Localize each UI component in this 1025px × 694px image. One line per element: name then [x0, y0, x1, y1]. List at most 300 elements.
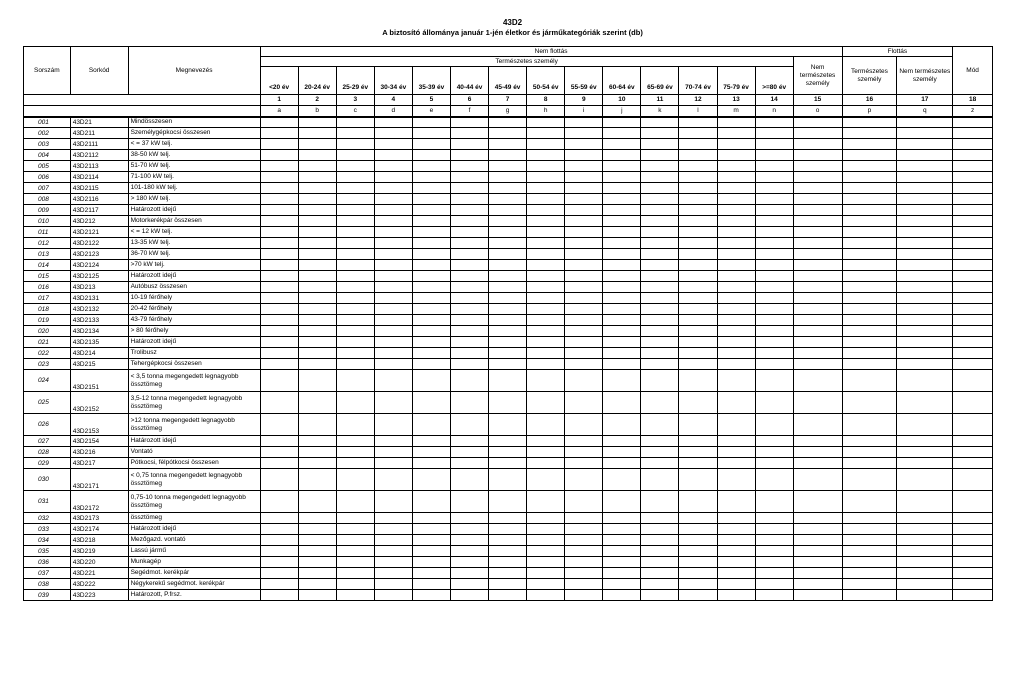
data-cell[interactable] [953, 139, 993, 150]
data-cell[interactable] [897, 238, 953, 249]
data-cell[interactable] [793, 348, 842, 359]
data-cell[interactable] [336, 447, 374, 458]
data-cell[interactable] [260, 304, 298, 315]
data-cell[interactable] [336, 579, 374, 590]
data-cell[interactable] [842, 436, 897, 447]
data-cell[interactable] [842, 161, 897, 172]
data-cell[interactable] [450, 579, 488, 590]
data-cell[interactable] [842, 194, 897, 205]
data-cell[interactable] [260, 458, 298, 469]
data-cell[interactable] [793, 524, 842, 535]
data-cell[interactable] [489, 183, 527, 194]
data-cell[interactable] [953, 535, 993, 546]
data-cell[interactable] [755, 359, 793, 370]
data-cell[interactable] [603, 271, 641, 282]
data-cell[interactable] [842, 557, 897, 568]
data-cell[interactable] [679, 370, 717, 392]
data-cell[interactable] [336, 469, 374, 491]
data-cell[interactable] [260, 216, 298, 227]
data-cell[interactable] [953, 524, 993, 535]
data-cell[interactable] [374, 139, 412, 150]
data-cell[interactable] [298, 260, 336, 271]
data-cell[interactable] [793, 469, 842, 491]
data-cell[interactable] [641, 370, 679, 392]
data-cell[interactable] [793, 293, 842, 304]
data-cell[interactable] [412, 370, 450, 392]
data-cell[interactable] [527, 590, 565, 601]
data-cell[interactable] [717, 260, 755, 271]
data-cell[interactable] [603, 326, 641, 337]
data-cell[interactable] [565, 249, 603, 260]
data-cell[interactable] [260, 469, 298, 491]
data-cell[interactable] [336, 513, 374, 524]
data-cell[interactable] [641, 326, 679, 337]
data-cell[interactable] [953, 337, 993, 348]
data-cell[interactable] [679, 183, 717, 194]
data-cell[interactable] [336, 557, 374, 568]
data-cell[interactable] [450, 139, 488, 150]
data-cell[interactable] [897, 535, 953, 546]
data-cell[interactable] [755, 557, 793, 568]
data-cell[interactable] [897, 128, 953, 139]
data-cell[interactable] [755, 161, 793, 172]
data-cell[interactable] [842, 469, 897, 491]
data-cell[interactable] [374, 315, 412, 326]
data-cell[interactable] [298, 161, 336, 172]
data-cell[interactable] [374, 216, 412, 227]
data-cell[interactable] [412, 205, 450, 216]
data-cell[interactable] [450, 458, 488, 469]
data-cell[interactable] [336, 315, 374, 326]
data-cell[interactable] [641, 183, 679, 194]
data-cell[interactable] [260, 337, 298, 348]
data-cell[interactable] [897, 458, 953, 469]
data-cell[interactable] [260, 392, 298, 414]
data-cell[interactable] [755, 524, 793, 535]
data-cell[interactable] [842, 579, 897, 590]
data-cell[interactable] [450, 348, 488, 359]
data-cell[interactable] [298, 117, 336, 128]
data-cell[interactable] [260, 139, 298, 150]
data-cell[interactable] [953, 282, 993, 293]
data-cell[interactable] [679, 271, 717, 282]
data-cell[interactable] [603, 392, 641, 414]
data-cell[interactable] [717, 249, 755, 260]
data-cell[interactable] [793, 326, 842, 337]
data-cell[interactable] [897, 392, 953, 414]
data-cell[interactable] [793, 260, 842, 271]
data-cell[interactable] [953, 205, 993, 216]
data-cell[interactable] [527, 359, 565, 370]
data-cell[interactable] [336, 392, 374, 414]
data-cell[interactable] [641, 579, 679, 590]
data-cell[interactable] [298, 513, 336, 524]
data-cell[interactable] [374, 458, 412, 469]
data-cell[interactable] [603, 557, 641, 568]
data-cell[interactable] [842, 271, 897, 282]
data-cell[interactable] [842, 535, 897, 546]
data-cell[interactable] [489, 194, 527, 205]
data-cell[interactable] [298, 293, 336, 304]
data-cell[interactable] [336, 568, 374, 579]
data-cell[interactable] [603, 337, 641, 348]
data-cell[interactable] [260, 414, 298, 436]
data-cell[interactable] [953, 348, 993, 359]
data-cell[interactable] [641, 216, 679, 227]
data-cell[interactable] [842, 491, 897, 513]
data-cell[interactable] [450, 271, 488, 282]
data-cell[interactable] [842, 348, 897, 359]
data-cell[interactable] [336, 337, 374, 348]
data-cell[interactable] [717, 436, 755, 447]
data-cell[interactable] [489, 359, 527, 370]
data-cell[interactable] [717, 172, 755, 183]
data-cell[interactable] [679, 304, 717, 315]
data-cell[interactable] [679, 249, 717, 260]
data-cell[interactable] [953, 183, 993, 194]
data-cell[interactable] [717, 282, 755, 293]
data-cell[interactable] [374, 205, 412, 216]
data-cell[interactable] [755, 579, 793, 590]
data-cell[interactable] [897, 271, 953, 282]
data-cell[interactable] [755, 568, 793, 579]
data-cell[interactable] [717, 469, 755, 491]
data-cell[interactable] [897, 117, 953, 128]
data-cell[interactable] [489, 513, 527, 524]
data-cell[interactable] [336, 535, 374, 546]
data-cell[interactable] [374, 491, 412, 513]
data-cell[interactable] [527, 579, 565, 590]
data-cell[interactable] [489, 579, 527, 590]
data-cell[interactable] [953, 579, 993, 590]
data-cell[interactable] [527, 304, 565, 315]
data-cell[interactable] [842, 172, 897, 183]
data-cell[interactable] [679, 447, 717, 458]
data-cell[interactable] [603, 359, 641, 370]
data-cell[interactable] [412, 117, 450, 128]
data-cell[interactable] [374, 535, 412, 546]
data-cell[interactable] [679, 535, 717, 546]
data-cell[interactable] [412, 458, 450, 469]
data-cell[interactable] [374, 172, 412, 183]
data-cell[interactable] [412, 326, 450, 337]
data-cell[interactable] [897, 414, 953, 436]
data-cell[interactable] [489, 172, 527, 183]
data-cell[interactable] [565, 337, 603, 348]
data-cell[interactable] [412, 227, 450, 238]
data-cell[interactable] [374, 337, 412, 348]
data-cell[interactable] [641, 304, 679, 315]
data-cell[interactable] [298, 216, 336, 227]
data-cell[interactable] [717, 568, 755, 579]
data-cell[interactable] [755, 249, 793, 260]
data-cell[interactable] [641, 392, 679, 414]
data-cell[interactable] [603, 469, 641, 491]
data-cell[interactable] [603, 249, 641, 260]
data-cell[interactable] [603, 458, 641, 469]
data-cell[interactable] [755, 216, 793, 227]
data-cell[interactable] [298, 183, 336, 194]
data-cell[interactable] [717, 458, 755, 469]
data-cell[interactable] [374, 271, 412, 282]
data-cell[interactable] [374, 590, 412, 601]
data-cell[interactable] [679, 568, 717, 579]
data-cell[interactable] [374, 469, 412, 491]
data-cell[interactable] [489, 315, 527, 326]
data-cell[interactable] [336, 172, 374, 183]
data-cell[interactable] [755, 315, 793, 326]
data-cell[interactable] [489, 546, 527, 557]
data-cell[interactable] [641, 271, 679, 282]
data-cell[interactable] [260, 128, 298, 139]
data-cell[interactable] [336, 271, 374, 282]
data-cell[interactable] [755, 491, 793, 513]
data-cell[interactable] [953, 293, 993, 304]
data-cell[interactable] [374, 304, 412, 315]
data-cell[interactable] [527, 227, 565, 238]
data-cell[interactable] [450, 491, 488, 513]
data-cell[interactable] [489, 447, 527, 458]
data-cell[interactable] [842, 458, 897, 469]
data-cell[interactable] [679, 205, 717, 216]
data-cell[interactable] [298, 535, 336, 546]
data-cell[interactable] [298, 370, 336, 392]
data-cell[interactable] [412, 194, 450, 205]
data-cell[interactable] [565, 491, 603, 513]
data-cell[interactable] [897, 183, 953, 194]
data-cell[interactable] [953, 590, 993, 601]
data-cell[interactable] [298, 579, 336, 590]
data-cell[interactable] [717, 150, 755, 161]
data-cell[interactable] [489, 524, 527, 535]
data-cell[interactable] [603, 524, 641, 535]
data-cell[interactable] [527, 282, 565, 293]
data-cell[interactable] [953, 216, 993, 227]
data-cell[interactable] [298, 359, 336, 370]
data-cell[interactable] [717, 326, 755, 337]
data-cell[interactable] [953, 458, 993, 469]
data-cell[interactable] [374, 161, 412, 172]
data-cell[interactable] [603, 568, 641, 579]
data-cell[interactable] [260, 513, 298, 524]
data-cell[interactable] [260, 370, 298, 392]
data-cell[interactable] [298, 436, 336, 447]
data-cell[interactable] [755, 447, 793, 458]
data-cell[interactable] [953, 161, 993, 172]
data-cell[interactable] [842, 128, 897, 139]
data-cell[interactable] [842, 139, 897, 150]
data-cell[interactable] [842, 238, 897, 249]
data-cell[interactable] [717, 524, 755, 535]
data-cell[interactable] [641, 469, 679, 491]
data-cell[interactable] [842, 337, 897, 348]
data-cell[interactable] [527, 205, 565, 216]
data-cell[interactable] [793, 304, 842, 315]
data-cell[interactable] [755, 458, 793, 469]
data-cell[interactable] [897, 326, 953, 337]
data-cell[interactable] [842, 359, 897, 370]
data-cell[interactable] [897, 436, 953, 447]
data-cell[interactable] [336, 205, 374, 216]
data-cell[interactable] [755, 183, 793, 194]
data-cell[interactable] [953, 326, 993, 337]
data-cell[interactable] [953, 513, 993, 524]
data-cell[interactable] [450, 337, 488, 348]
data-cell[interactable] [897, 370, 953, 392]
data-cell[interactable] [717, 414, 755, 436]
data-cell[interactable] [412, 260, 450, 271]
data-cell[interactable] [603, 139, 641, 150]
data-cell[interactable] [565, 260, 603, 271]
data-cell[interactable] [679, 117, 717, 128]
data-cell[interactable] [717, 535, 755, 546]
data-cell[interactable] [679, 216, 717, 227]
data-cell[interactable] [717, 337, 755, 348]
data-cell[interactable] [260, 194, 298, 205]
data-cell[interactable] [260, 227, 298, 238]
data-cell[interactable] [336, 150, 374, 161]
data-cell[interactable] [641, 414, 679, 436]
data-cell[interactable] [527, 392, 565, 414]
data-cell[interactable] [755, 370, 793, 392]
data-cell[interactable] [953, 304, 993, 315]
data-cell[interactable] [755, 590, 793, 601]
data-cell[interactable] [260, 535, 298, 546]
data-cell[interactable] [793, 282, 842, 293]
data-cell[interactable] [298, 414, 336, 436]
data-cell[interactable] [842, 315, 897, 326]
data-cell[interactable] [565, 568, 603, 579]
data-cell[interactable] [527, 447, 565, 458]
data-cell[interactable] [679, 326, 717, 337]
data-cell[interactable] [793, 150, 842, 161]
data-cell[interactable] [298, 249, 336, 260]
data-cell[interactable] [527, 139, 565, 150]
data-cell[interactable] [527, 436, 565, 447]
data-cell[interactable] [842, 293, 897, 304]
data-cell[interactable] [489, 304, 527, 315]
data-cell[interactable] [260, 161, 298, 172]
data-cell[interactable] [603, 150, 641, 161]
data-cell[interactable] [603, 315, 641, 326]
data-cell[interactable] [641, 194, 679, 205]
data-cell[interactable] [260, 150, 298, 161]
data-cell[interactable] [755, 436, 793, 447]
data-cell[interactable] [298, 238, 336, 249]
data-cell[interactable] [450, 436, 488, 447]
data-cell[interactable] [412, 304, 450, 315]
data-cell[interactable] [793, 414, 842, 436]
data-cell[interactable] [755, 271, 793, 282]
data-cell[interactable] [565, 238, 603, 249]
data-cell[interactable] [565, 150, 603, 161]
data-cell[interactable] [565, 579, 603, 590]
data-cell[interactable] [897, 337, 953, 348]
data-cell[interactable] [527, 150, 565, 161]
data-cell[interactable] [298, 524, 336, 535]
data-cell[interactable] [412, 271, 450, 282]
data-cell[interactable] [489, 469, 527, 491]
data-cell[interactable] [412, 359, 450, 370]
data-cell[interactable] [450, 315, 488, 326]
data-cell[interactable] [489, 436, 527, 447]
data-cell[interactable] [679, 150, 717, 161]
data-cell[interactable] [565, 469, 603, 491]
data-cell[interactable] [953, 260, 993, 271]
data-cell[interactable] [793, 535, 842, 546]
data-cell[interactable] [603, 535, 641, 546]
data-cell[interactable] [527, 249, 565, 260]
data-cell[interactable] [336, 227, 374, 238]
data-cell[interactable] [897, 315, 953, 326]
data-cell[interactable] [679, 260, 717, 271]
data-cell[interactable] [565, 590, 603, 601]
data-cell[interactable] [641, 227, 679, 238]
data-cell[interactable] [755, 117, 793, 128]
data-cell[interactable] [842, 260, 897, 271]
data-cell[interactable] [489, 535, 527, 546]
data-cell[interactable] [897, 205, 953, 216]
data-cell[interactable] [641, 117, 679, 128]
data-cell[interactable] [717, 348, 755, 359]
data-cell[interactable] [336, 414, 374, 436]
data-cell[interactable] [679, 436, 717, 447]
data-cell[interactable] [260, 117, 298, 128]
data-cell[interactable] [412, 535, 450, 546]
data-cell[interactable] [489, 139, 527, 150]
data-cell[interactable] [298, 304, 336, 315]
data-cell[interactable] [842, 326, 897, 337]
data-cell[interactable] [489, 161, 527, 172]
data-cell[interactable] [641, 359, 679, 370]
data-cell[interactable] [953, 150, 993, 161]
data-cell[interactable] [260, 579, 298, 590]
data-cell[interactable] [298, 568, 336, 579]
data-cell[interactable] [298, 447, 336, 458]
data-cell[interactable] [717, 392, 755, 414]
data-cell[interactable] [897, 249, 953, 260]
data-cell[interactable] [641, 205, 679, 216]
data-cell[interactable] [336, 546, 374, 557]
data-cell[interactable] [527, 271, 565, 282]
data-cell[interactable] [897, 139, 953, 150]
data-cell[interactable] [793, 249, 842, 260]
data-cell[interactable] [260, 260, 298, 271]
data-cell[interactable] [897, 227, 953, 238]
data-cell[interactable] [755, 150, 793, 161]
data-cell[interactable] [679, 238, 717, 249]
data-cell[interactable] [260, 249, 298, 260]
data-cell[interactable] [412, 447, 450, 458]
data-cell[interactable] [679, 414, 717, 436]
data-cell[interactable] [717, 513, 755, 524]
data-cell[interactable] [527, 315, 565, 326]
data-cell[interactable] [565, 205, 603, 216]
data-cell[interactable] [450, 568, 488, 579]
data-cell[interactable] [527, 348, 565, 359]
data-cell[interactable] [374, 392, 412, 414]
data-cell[interactable] [374, 194, 412, 205]
data-cell[interactable] [842, 414, 897, 436]
data-cell[interactable] [793, 194, 842, 205]
data-cell[interactable] [450, 282, 488, 293]
data-cell[interactable] [374, 326, 412, 337]
data-cell[interactable] [641, 535, 679, 546]
data-cell[interactable] [842, 568, 897, 579]
data-cell[interactable] [527, 194, 565, 205]
data-cell[interactable] [336, 260, 374, 271]
data-cell[interactable] [717, 183, 755, 194]
